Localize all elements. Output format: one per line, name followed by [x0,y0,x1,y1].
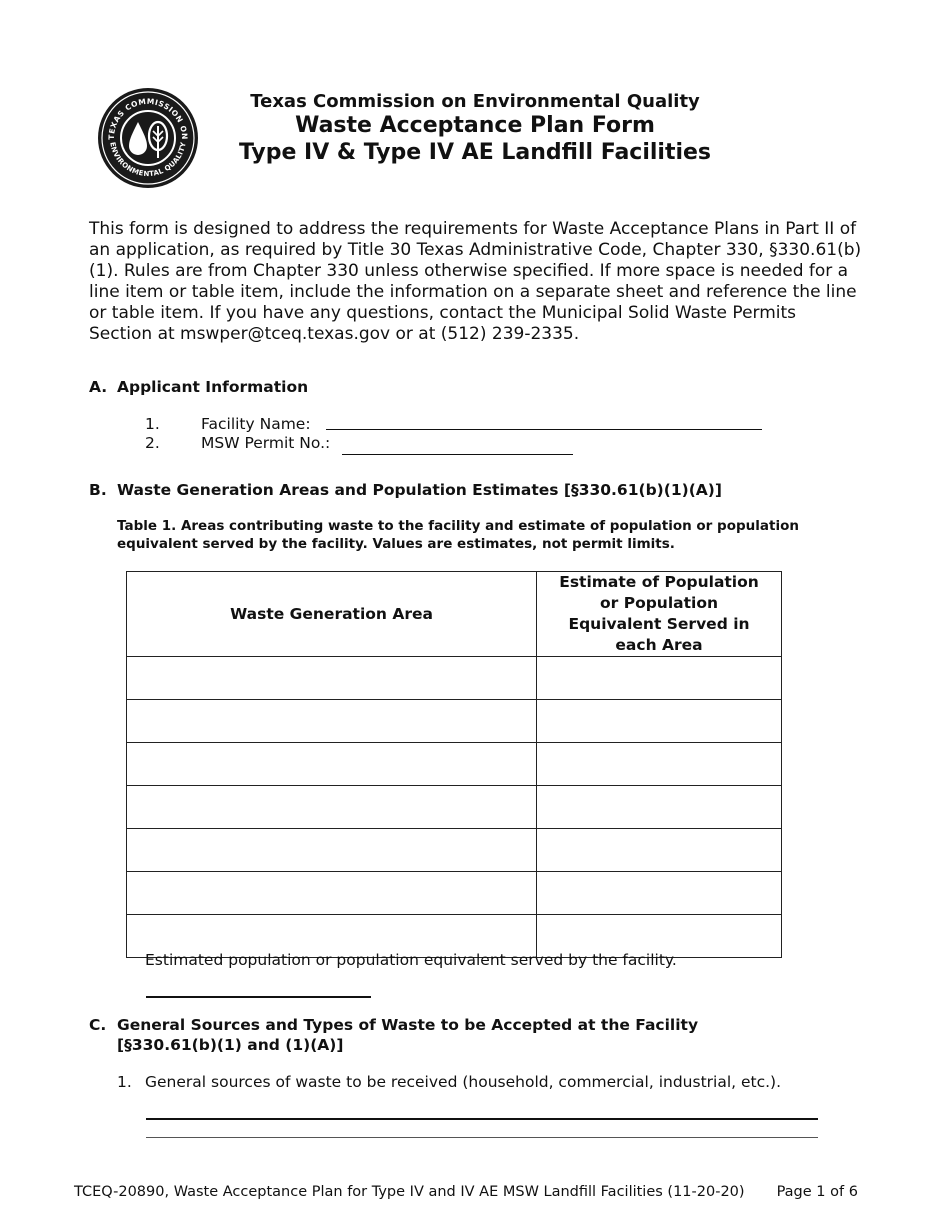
form-subtitle: Type IV & Type IV AE Landfill Facilities [238,140,712,165]
general-sources-field-line-2[interactable] [146,1137,818,1138]
facility-name-label: Facility Name: [201,415,311,433]
footer-form-id: TCEQ-20890, Waste Acceptance Plan for Type IV and IV AE MSW Landfill Facilities (11-20-20) [74,1184,745,1200]
general-sources-num: 1. [117,1073,132,1091]
table-row [127,872,782,915]
area-cell[interactable] [127,743,537,786]
population-cell[interactable] [537,743,782,786]
table-row [127,657,782,700]
area-cell[interactable] [127,700,537,743]
section-a-heading [89,378,308,396]
section-a-letter: A. [89,378,108,396]
population-cell[interactable] [537,657,782,700]
population-cell[interactable] [537,829,782,872]
area-cell[interactable] [127,786,537,829]
section-c-title-line1: General Sources and Types of Waste to be Accepted at the Facility [117,1016,699,1034]
total-population-label: Estimated population or population equivalent served by the facility. [145,951,677,969]
permit-no-field[interactable] [342,454,573,455]
table-1-caption: Table 1. Areas contributing waste to the facility and estimate of population or population equivalent served by the facility. Values are estimates, not permit limits. [117,518,799,552]
population-cell[interactable] [537,872,782,915]
intro-paragraph: This form is designed to address the requirements for Waste Acceptance Plans in Part II of an application, as required by Title 30 Texas Administrative Code, Chapter 330, §330.61(b)(1). Rules are from Chapter 330 unless otherwise specified. If more space is needed for a line item or table item, include the information on a separate sheet and reference the line or table item. If you have any questions, contact the Municipal Solid Waste Permits Section at mswper@tceq.texas.gov or at (512) 239-2335. [89,219,862,344]
table-row [127,786,782,829]
total-population-field[interactable] [146,996,371,998]
footer-page-number: Page 1 of 6 [776,1184,858,1200]
facility-name-field[interactable] [326,429,762,430]
col-header-population: Estimate of Population or Population Equivalent Served in each Area [537,572,782,657]
section-c-heading [89,1016,698,1034]
col-header-area: Waste Generation Area [127,572,537,657]
section-a-title: Applicant Information [117,378,309,396]
area-cell[interactable] [127,657,537,700]
table-row [127,829,782,872]
area-cell[interactable] [127,872,537,915]
footer [74,1184,858,1200]
area-cell[interactable] [127,829,537,872]
permit-no-num: 2. [145,434,160,452]
logo-text-bottom: ENVIRONMENTAL QUALITY [108,141,188,179]
section-b-letter: B. [89,481,107,499]
waste-generation-table [126,571,782,958]
table-row [127,743,782,786]
population-cell[interactable] [537,700,782,743]
agency-name: Texas Commission on Environmental Quality [250,91,700,112]
table-row [127,700,782,743]
general-sources-label: General sources of waste to be received (household, commercial, industrial, etc.). [145,1073,782,1091]
form-title: Waste Acceptance Plan Form [295,113,655,138]
facility-name-num: 1. [145,415,160,433]
population-cell[interactable] [537,786,782,829]
permit-no-label: MSW Permit No.: [201,434,331,452]
logo-text-top: TEXAS COMMISSION ON [106,96,190,140]
section-c-letter: C. [89,1016,107,1034]
general-sources-field-line-1[interactable] [146,1118,818,1120]
section-b-heading [89,481,722,499]
table-header-row [127,572,782,657]
tceq-logo [96,86,200,190]
section-b-title: Waste Generation Areas and Population Estimates [§330.61(b)(1)(A)] [117,481,722,499]
section-c-title-line2: [§330.61(b)(1) and (1)(A)] [117,1036,344,1054]
